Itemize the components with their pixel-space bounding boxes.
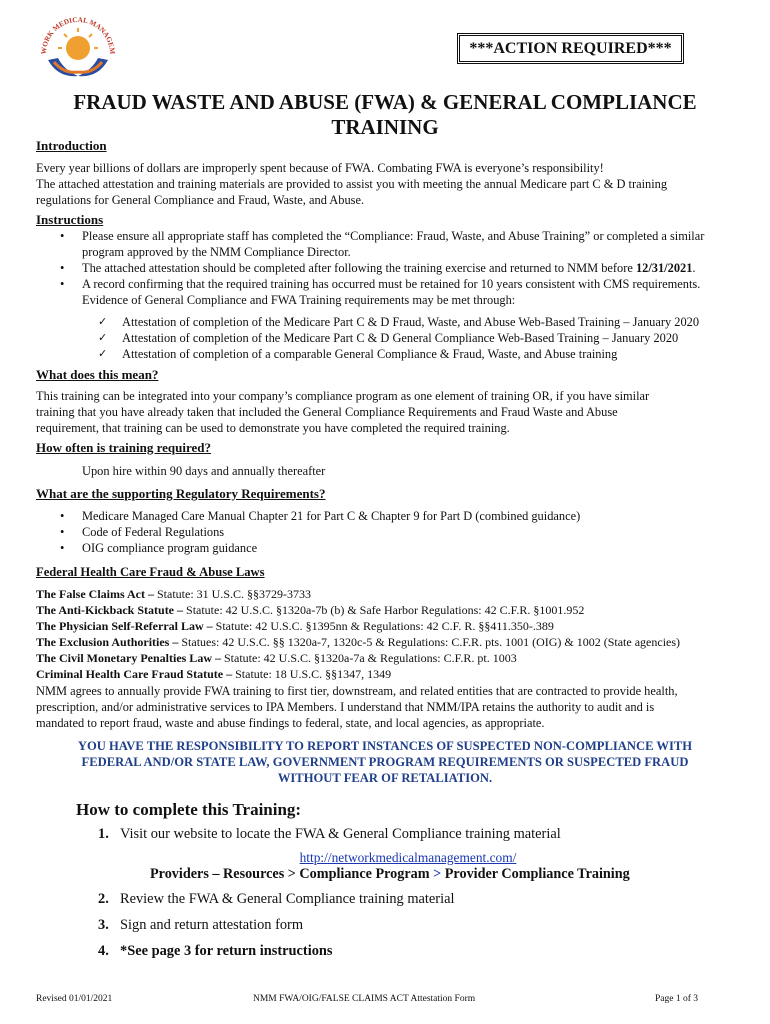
instruction-1-line-2: program approved by the NMM Compliance Director. <box>82 245 351 259</box>
responsibility-line-2: FEDERAL AND/OR STATE LAW, GOVERNMENT PROGRAM REQUIREMENTS OR SUSPECTED FRAUD <box>81 755 689 769</box>
law-citation: Statute: 42 U.S.C. §1320a-7b (b) & Safe Harbor Regulations: 42 C.F.R. §1001.952 <box>186 603 585 617</box>
checklist-item: ✓ Attestation of completion of a comparable General Compliance & Fraud, Waste, and Abuse training <box>36 346 746 362</box>
evidence-checklist <box>36 314 746 362</box>
law-citation: Statues: 42 U.S.C. §§ 1320a-7, 1320c-5 & Regulations: C.F.R. pts. 1001 (OIG) & 1002 (State agencies) <box>181 635 681 649</box>
list-item <box>36 228 746 260</box>
navigation-path <box>150 866 630 883</box>
footer-revised: Revised 01/01/2021 <box>36 994 113 1004</box>
law-citation: Statute: 42 U.S.C. §1395nn & Regulations: 42 C.F. R. §§411.350-.389 <box>215 619 554 633</box>
intro-line-3: regulations for General Compliance and Fraud, Waste, and Abuse. <box>36 193 365 207</box>
law-citation: Statute: 31 U.S.C. §§3729-3733 <box>157 587 312 601</box>
step-text: Review the FWA & General Compliance training material <box>120 891 455 907</box>
law-item <box>36 650 756 666</box>
laws-list <box>36 586 756 682</box>
step-number: 2. <box>98 891 109 907</box>
list-item <box>36 276 746 308</box>
instruction-2-end: . <box>692 261 696 275</box>
law-item <box>36 602 756 618</box>
step-text: Sign and return attestation form <box>120 917 304 933</box>
step-2 <box>98 891 454 908</box>
responsibility-line-1: YOU HAVE THE RESPONSIBILITY TO REPORT INSTANCES OF SUSPECTED NON-COMPLIANCE WITH <box>77 739 693 753</box>
step-1 <box>98 826 561 843</box>
deadline-date: 12/31/2021 <box>635 261 693 275</box>
frequency-heading: How often is training required? <box>36 440 212 455</box>
website-link[interactable]: http://networkmedicalmanagement.com/ <box>299 850 517 865</box>
action-required-label: ***ACTION REQUIRED*** <box>469 39 672 57</box>
law-citation: Statute: 18 U.S.C. §§1347, 1349 <box>235 667 392 681</box>
frequency-section <box>36 440 746 479</box>
page-title <box>30 90 740 140</box>
law-name: The False Claims Act – <box>36 587 157 601</box>
how-to-heading: How to complete this Training: <box>76 800 302 819</box>
list-item: • Code of Federal Regulations <box>36 524 746 540</box>
meaning-line-1: This training can be integrated into your company’s compliance program as one element of training OR, if you have similar <box>36 389 650 403</box>
step-3 <box>98 917 303 934</box>
nav-path-start: Providers – Resources > Compliance Program <box>150 866 434 882</box>
law-name: The Physician Self-Referral Law – <box>36 619 216 633</box>
meaning-line-3: requirement, that training can be used to demonstrate you have completed the required training. <box>36 421 510 435</box>
nav-path-arrow: > <box>433 866 442 882</box>
website-link-row <box>0 850 770 866</box>
step-text: *See page 3 for return instructions <box>120 943 333 959</box>
law-item <box>36 586 756 602</box>
law-name: The Anti-Kickback Statute – <box>36 603 187 617</box>
list-item: • Medicare Managed Care Manual Chapter 21 for Part C & Chapter 9 for Part D (combined guidance) <box>36 508 746 524</box>
law-name: Criminal Health Care Fraud Statute – <box>36 667 236 681</box>
instruction-1-line-1: Please ensure all appropriate staff has completed the “Compliance: Fraud, Waste, and Abuse Training” or completed a similar <box>82 229 705 243</box>
regulatory-heading: What are the supporting Regulatory Requirements? <box>36 486 326 501</box>
title-line-2: TRAINING <box>331 115 439 139</box>
instructions-heading: Instructions <box>36 212 104 227</box>
law-item <box>36 618 756 634</box>
intro-line-1: Every year billions of dollars are improperly spent because of FWA. Combating FWA is everyone’s responsibility! <box>36 161 604 175</box>
nmm-logo <box>34 10 122 88</box>
step-number: 1. <box>98 826 109 842</box>
introduction-heading: Introduction <box>36 138 107 153</box>
step-number: 4. <box>98 943 109 959</box>
law-item <box>36 666 756 682</box>
meaning-heading: What does this mean? <box>36 367 159 382</box>
agreement-line-3: mandated to report fraud, waste and abuse findings to federal, state, and local agencies, as appropriate. <box>36 716 545 730</box>
instruction-3-line-2: Evidence of General Compliance and FWA Training requirements may be met through: <box>82 293 516 307</box>
agreement-line-1: NMM agrees to annually provide FWA training to first tier, downstream, and related entities that are contracted to provide health, <box>36 684 678 698</box>
nav-path-end: Provider Compliance Training <box>441 866 630 882</box>
meaning-line-2: training that you have already taken that included the General Compliance Requirements and Fraud Waste and Abuse <box>36 405 618 419</box>
logo-text: WORK MEDICAL MANAGEM <box>39 15 117 55</box>
intro-line-2: The attached attestation and training materials are provided to assist you with meeting the annual Medicare part C & D training <box>36 177 668 191</box>
instruction-3-line-1: A record confirming that the required training has occurred must be retained for 10 years consistent with CMS requirements. <box>82 277 701 291</box>
checklist-item: ✓ Attestation of completion of the Medicare Part C & D Fraud, Waste, and Abuse Web-Based Training – January 2020 <box>36 314 746 330</box>
footer-form-name: NMM FWA/OIG/FALSE CLAIMS ACT Attestation Form <box>253 994 476 1004</box>
regulatory-section <box>36 486 746 556</box>
law-name: The Civil Monetary Penalties Law – <box>36 651 224 665</box>
instructions-section <box>36 212 746 362</box>
law-name: The Exclusion Authorities – <box>36 635 182 649</box>
frequency-text: Upon hire within 90 days and annually thereafter <box>82 464 326 478</box>
instruction-2-text: The attached attestation should be completed after following the training exercise and returned to NMM before <box>82 261 636 275</box>
agreement-line-2: prescription, and/or administrative services to IPA Members. I understand that NMM/IPA retains the authority to audit and is <box>36 700 655 714</box>
step-text: Visit our website to locate the FWA & General Compliance training material <box>120 826 561 842</box>
list-item <box>36 260 746 276</box>
step-number: 3. <box>98 917 109 933</box>
law-item <box>36 634 756 650</box>
regulatory-list <box>36 508 746 556</box>
list-item: • OIG compliance program guidance <box>36 540 746 556</box>
responsibility-notice <box>40 738 730 786</box>
responsibility-line-3: WITHOUT FEAR OF RETALIATION. <box>277 771 493 785</box>
meaning-section <box>36 367 746 436</box>
checklist-item: ✓ Attestation of completion of the Medicare Part C & D General Compliance Web-Based Training – January 2020 <box>36 330 746 346</box>
introduction-section <box>36 138 736 208</box>
laws-heading: Federal Health Care Fraud & Abuse Laws <box>36 565 265 579</box>
law-citation: Statute: 42 U.S.C. §1320a-7a & Regulations: C.F.R. pt. 1003 <box>223 651 517 665</box>
footer-page-number: Page 1 of 3 <box>655 994 699 1004</box>
action-required-box <box>457 33 684 64</box>
agreement-section <box>36 683 746 731</box>
title-line-1: FRAUD WASTE AND ABUSE (FWA) & GENERAL COMPLIANCE <box>73 90 697 114</box>
laws-section <box>36 565 756 682</box>
instructions-list <box>36 228 746 308</box>
step-4 <box>98 943 333 960</box>
